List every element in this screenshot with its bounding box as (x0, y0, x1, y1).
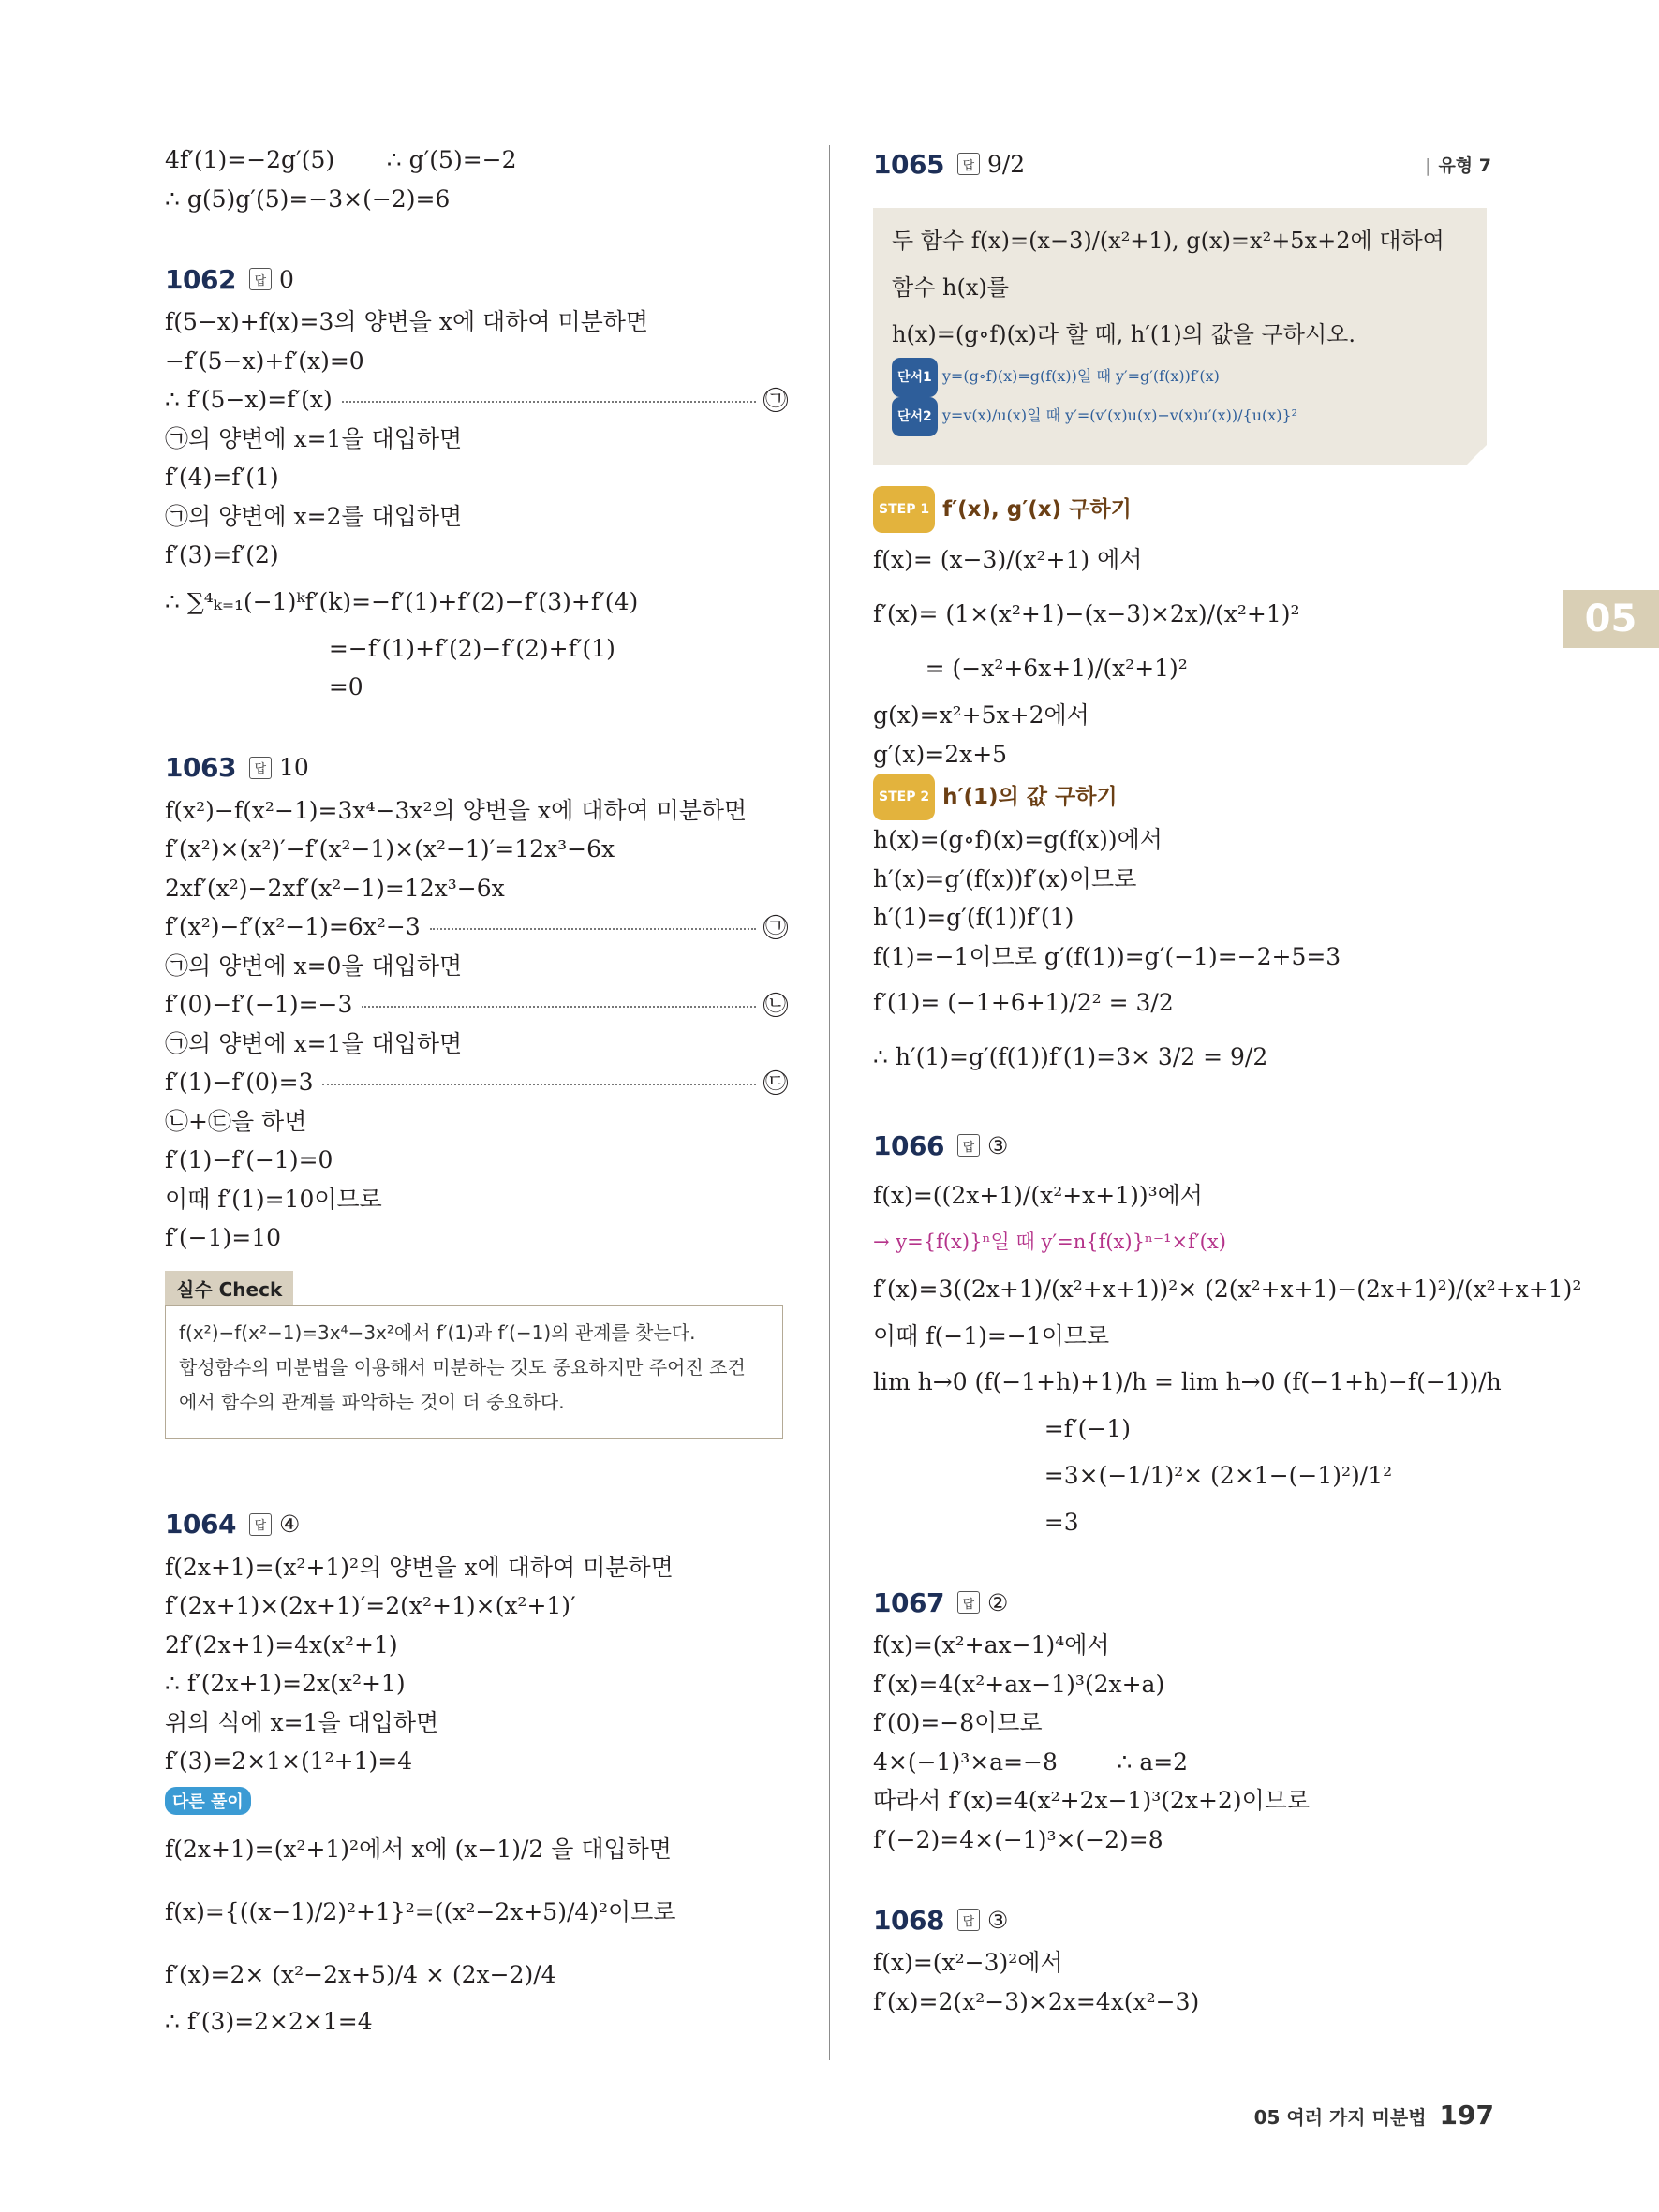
solution-line: h′(x)=g′(f(x))f′(x)이므로 (873, 864, 1137, 892)
solution-line: f′(3)=f′(2) (165, 541, 279, 568)
problem-number: 1062 (165, 263, 236, 295)
hint-badge: 단서2 (892, 397, 938, 436)
answer-icon: 답 (957, 1909, 980, 1931)
step-heading (873, 774, 1491, 820)
solution-line: f′(x)=4(x²+ax−1)³(2x+a) (873, 1670, 1165, 1698)
answer-icon: 답 (249, 1513, 272, 1536)
solution-line: f(x)={((x−1)/2)²+1}²=((x²−2x+5)/4)²이므로 (165, 1897, 676, 1925)
spacer (165, 1439, 788, 1501)
answer-icon: 답 (957, 1591, 980, 1614)
solution-line: 위의 식에 x=1을 대입하면 (165, 1708, 439, 1736)
problem-number: 1063 (165, 752, 236, 783)
answer-value: 9/2 (986, 150, 1026, 178)
step-title: h′(1)의 값 구하기 (942, 785, 1118, 809)
solution-line: f′(3)=2×1×(1²+1)=4 (165, 1747, 413, 1775)
solution-line: f′(x)=2× (x²−2x+5)/4 × (2x−2)/4 (165, 1960, 556, 1988)
equation-text: f′(x²)−f′(x²−1)=6x²−3 (165, 913, 421, 940)
solution-line: 이때 f(−1)=−1이므로 (873, 1321, 1110, 1349)
solution-line: lim h→0 (f(−1+h)+1)/h = lim h→0 (f(−1+h)−f(−1))/h (873, 1368, 1502, 1395)
check-line: 합성함수의 미분법을 이용해서 미분하는 것도 중요하지만 주어진 조건 (179, 1355, 746, 1379)
circled-label: ㉡ (764, 992, 786, 1016)
solution-line: ㉡+㉢을 하면 (165, 1107, 307, 1135)
left-column (165, 140, 788, 2041)
solution-line (165, 907, 788, 947)
hint-line (892, 397, 1468, 436)
solution-line: f′(2x+1)×(2x+1)′=2(x²+1)×(x²+1)′ (165, 1592, 576, 1619)
solution-line: f′(−1)=10 (165, 1224, 282, 1251)
solution-line: ㉠의 양변에 x=2를 대입하면 (165, 502, 463, 530)
mistake-check-label: 실수 Check (165, 1271, 293, 1305)
solution-line: f′(1)−f′(−1)=0 (165, 1146, 333, 1173)
answer-value: 0 (278, 265, 294, 293)
solution-line: 이때 f′(1)=10이므로 (165, 1185, 382, 1213)
hint-badge: 단서1 (892, 358, 938, 397)
solution-line: ㉠의 양변에 x=1을 대입하면 (165, 424, 463, 452)
problem-number: 1064 (165, 1509, 236, 1540)
folded-corner (1466, 445, 1487, 465)
solution-line: ∴ f′(3)=2×2×1=4 (165, 2007, 373, 2035)
solution-line: ㉠의 양변에 x=0을 대입하면 (165, 951, 463, 980)
problem-heading (165, 256, 788, 302)
solution-line: ㉠의 양변에 x=1을 대입하면 (165, 1029, 463, 1057)
solution-line: 2f′(2x+1)=4x(x²+1) (165, 1630, 398, 1659)
problem-number: 1065 (873, 148, 944, 180)
solution-line: f(x)=(x²+ax−1)⁴에서 (873, 1631, 1110, 1659)
check-line: 에서 함수의 관계를 파악하는 것이 더 중요하다. (179, 1390, 565, 1413)
answer-icon: 답 (249, 757, 272, 779)
solution-line: =0 (165, 673, 363, 700)
spacer (165, 218, 788, 256)
solution-line: = (−x²+6x+1)/(x²+1)² (873, 655, 1188, 682)
spacer (873, 1859, 1491, 1896)
answer-icon: 답 (249, 268, 272, 290)
dot-leader (362, 1006, 756, 1008)
annotation-note: → y={f(x)}ⁿ일 때 y′=n{f(x)}ⁿ⁻¹×f′(x) (873, 1231, 1226, 1253)
circled-label: ㉠ (764, 914, 786, 938)
step-heading (873, 486, 1491, 533)
page-footer (1254, 2100, 1494, 2131)
solution-line: −f′(5−x)+f′(x)=0 (165, 347, 364, 375)
spacer (165, 707, 788, 745)
answer-value: ④ (278, 1511, 301, 1538)
problem-statement-box (873, 208, 1487, 465)
solution-line: f(2x+1)=(x²+1)²의 양변을 x에 대하여 미분하면 (165, 1553, 674, 1581)
circled-label: ㉢ (764, 1069, 786, 1094)
alternate-solution-tag: 다른 풀이 (165, 1787, 251, 1815)
chapter-side-tab: 05 (1563, 590, 1659, 648)
solution-line: f′(x)=2(x²−3)×2x=4x(x²−3) (873, 1987, 1200, 2015)
footer-page-number: 197 (1439, 2100, 1494, 2131)
problem-line: 두 함수 f(x)=(x−3)/(x²+1), g(x)=x²+5x+2에 대하여 함수 h(x)를 (892, 228, 1444, 301)
equation-text: ∴ f′(5−x)=f′(x) (165, 386, 333, 413)
column-divider (829, 145, 830, 2060)
solution-line: f′(x)= (1×(x²+1)−(x−3)×2x)/(x²+1)² (873, 600, 1300, 627)
solution-line (165, 380, 788, 420)
solution-line: 4f′(1)=−2g′(5) ∴ g′(5)=−2 (165, 146, 517, 173)
solution-line: f′(1)= (−1+6+1)/2² = 3/2 (873, 989, 1174, 1016)
solution-line: h(x)=(g∘f)(x)=g(f(x))에서 (873, 826, 1163, 853)
problem-type-tag: | 유형 7 (1425, 152, 1491, 177)
step-badge: STEP 1 (873, 486, 935, 533)
answer-icon: 답 (957, 153, 980, 175)
problem-heading (873, 1122, 1491, 1169)
circled-label: ㉠ (764, 387, 786, 411)
spacer (873, 1084, 1491, 1122)
solution-line: f′(0)=−8이므로 (873, 1709, 1043, 1736)
dot-leader (342, 401, 756, 403)
solution-line: =−f′(1)+f′(2)−f′(2)+f′(1) (165, 634, 615, 662)
answer-icon: 답 (957, 1134, 980, 1157)
equation-text: f′(1)−f′(0)=3 (165, 1069, 314, 1096)
solution-line: =3 (873, 1508, 1079, 1536)
hint-text: y=v(x)/u(x)일 때 y′=(v′(x)u(x)−v(x)u′(x))/{u(x)}² (941, 406, 1298, 424)
solution-line (165, 1063, 788, 1102)
solution-line: g(x)=x²+5x+2에서 (873, 701, 1089, 729)
solution-line: f(x)= (x−3)/(x²+1) 에서 (873, 546, 1143, 573)
solution-line: 따라서 f′(x)=4(x²+2x−1)³(2x+2)이므로 (873, 1787, 1311, 1814)
problem-heading (873, 1896, 1491, 1943)
solution-line: f(1)=−1이므로 g′(f(1))=g′(−1)=−2+5=3 (873, 942, 1341, 970)
answer-value: ③ (986, 1131, 1009, 1159)
problem-number: 1066 (873, 1129, 944, 1161)
solution-line: ∴ g(5)g′(5)=−3×(−2)=6 (165, 184, 451, 213)
mistake-check-box (165, 1271, 783, 1439)
check-line: f(x²)−f(x²−1)=3x⁴−3x²에서 f′(1)과 f′(−1)의 관계를 찾는다. (179, 1320, 696, 1344)
problem-line: h(x)=(g∘f)(x)라 할 때, h′(1)의 값을 구하시오. (892, 321, 1355, 347)
solution-line: ∴ f′(2x+1)=2x(x²+1) (165, 1670, 406, 1697)
solution-line: g′(x)=2x+5 (873, 740, 1008, 768)
mistake-check-body (165, 1305, 783, 1439)
problem-heading (873, 1579, 1491, 1626)
right-column (873, 140, 1582, 2021)
step-title: f′(x), g′(x) 구하기 (942, 497, 1132, 522)
solution-line: f(x²)−f(x²−1)=3x⁴−3x²의 양변을 x에 대하여 미분하면 (165, 796, 748, 824)
dot-leader (322, 1084, 756, 1085)
answer-value: ② (986, 1588, 1009, 1616)
solution-line: 2xf′(x²)−2xf′(x²−1)=12x³−6x (165, 874, 505, 902)
problem-heading (873, 140, 1491, 187)
solution-line: f(2x+1)=(x²+1)²에서 x에 (x−1)/2 을 대입하면 (165, 1835, 672, 1863)
solution-line: f(5−x)+f(x)=3의 양변을 x에 대하여 미분하면 (165, 308, 649, 335)
solution-line: h′(1)=g′(f(1))f′(1) (873, 904, 1074, 931)
dot-leader (430, 928, 756, 930)
solution-line: f′(−2)=4×(−1)³×(−2)=8 (873, 1825, 1163, 1853)
solution-line: =f′(−1) (873, 1415, 1132, 1442)
answer-value: ③ (986, 1906, 1009, 1934)
problem-number: 1067 (873, 1586, 944, 1618)
solution-line: f′(4)=f′(1) (165, 464, 279, 491)
problem-heading (165, 745, 788, 791)
solution-line: =3×(−1/1)²× (2×1−(−1)²)/1² (873, 1461, 1393, 1489)
hint-line (892, 358, 1468, 397)
answer-value: 10 (278, 754, 309, 781)
hint-text: y=(g∘f)(x)=g(f(x))일 때 y′=g′(f(x))f′(x) (941, 367, 1220, 385)
footer-chapter-title: 05 여러 가지 미분법 (1253, 2106, 1427, 2129)
step-badge: STEP 2 (873, 774, 935, 820)
solution-line: f′(x)=3((2x+1)/(x²+x+1))²× (2(x²+x+1)−(2x+1)²)/(x²+x+1)² (873, 1275, 1582, 1303)
solution-line: ∴ ∑⁴ₖ₌₁(−1)ᵏf′(k)=−f′(1)+f′(2)−f′(3)+f′(4) (165, 587, 639, 615)
problem-number: 1068 (873, 1904, 944, 1936)
solution-line (165, 985, 788, 1025)
solution-line: f′(x²)×(x²)′−f′(x²−1)×(x²−1)′=12x³−6x (165, 835, 615, 863)
solution-line: f(x)=((2x+1)/(x²+x+1))³에서 (873, 1182, 1203, 1209)
problem-heading (165, 1501, 788, 1548)
solution-line: f(x)=(x²−3)²에서 (873, 1949, 1063, 1976)
solution-line: 4×(−1)³×a=−8 ∴ a=2 (873, 1747, 1189, 1776)
spacer (873, 1541, 1491, 1579)
solution-line: ∴ h′(1)=g′(f(1))f′(1)=3× 3/2 = 9/2 (873, 1043, 1268, 1070)
equation-text: f′(0)−f′(−1)=−3 (165, 991, 353, 1018)
